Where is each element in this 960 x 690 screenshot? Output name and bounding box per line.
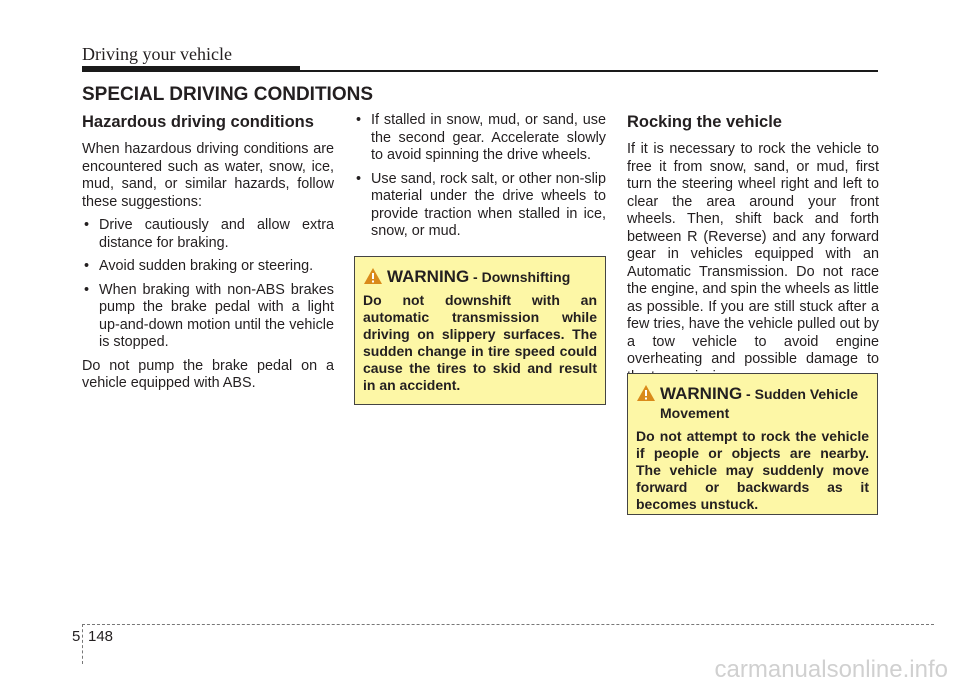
list-item: • Use sand, rock salt, or other non-slip material under the drive wheels to provide traction when stalled in ice, snow, or mud.: [356, 170, 606, 239]
bullet-icon: •: [84, 281, 90, 298]
list-item: • If stalled in snow, mud, or sand, use the second gear. Accelerate slowly to avoid spinning the drive wheels.: [356, 112, 606, 163]
column-right: [627, 112, 879, 392]
page-number: 148: [88, 628, 114, 645]
hazardous-bullets: [82, 217, 334, 352]
list-item: • Drive cautiously and allow extra distance for braking.: [84, 217, 334, 251]
hazardous-heading: Hazardous driving conditions: [82, 113, 314, 131]
warning-triangle-icon: [363, 267, 383, 285]
list-item: • When braking with non-ABS brakes pump the brake pedal with a light up-and-down motion until the vehicle is stopped.: [84, 281, 334, 350]
warning-header: [636, 384, 869, 423]
warning-label: WARNING: [660, 384, 743, 403]
hazardous-bullets-continued: [354, 112, 606, 241]
list-item: • Avoid sudden braking or steering.: [84, 258, 314, 274]
abs-note: Do not pump the brake pedal on a vehicle equipped with ABS.: [82, 357, 334, 391]
header-rule: [82, 70, 878, 72]
chapter-number: 5: [72, 628, 81, 645]
section-title: SPECIAL DRIVING CONDITIONS: [82, 84, 374, 105]
rocking-body: If it is necessary to rock the vehicle to free it from snow, sand, or mud, first turn the steering wheel right and left to clear the area around your front wheels. Then, shift back and forth between R (Reverse) and any forward gear in vehicles equipped with an Automatic Transmission. Do not race the engine, and spin the wheels as little as possible. If you are still stuck after a few tries, have the vehicle pulled out by a tow vehicle to avoid engine overheating and possible damage to: [627, 141, 879, 367]
footer-rule: [82, 624, 934, 625]
warning-body: Do not downshift with an automatic transmission while driving on slippery surfaces. The sudden change in tire speed could cause the tires to skid and result in an accident.: [363, 292, 597, 393]
bullet-icon: •: [356, 112, 362, 128]
warning-box-sudden-movement: [627, 373, 878, 515]
warning-header: [363, 267, 597, 287]
warning-body: Do not attempt to rock the vehicle if people or objects are nearby. The vehicle may suddenly move forward or backwards as it becomes unstuck.: [636, 428, 869, 512]
page-header-title: Driving your vehicle: [82, 44, 232, 64]
rocking-heading: Rocking the vehicle: [627, 113, 782, 131]
column-left: [82, 112, 334, 399]
hazardous-intro: When hazardous driving conditions are encountered such as water, snow, ice, mud, sand, or similar hazards, follow these suggestions:: [82, 141, 334, 210]
bullet-icon: •: [356, 170, 362, 187]
column-middle: [354, 112, 606, 247]
warning-triangle-icon: [636, 384, 656, 402]
warning-subtitle: - Downshifting: [469, 269, 571, 285]
bullet-icon: •: [84, 258, 90, 274]
footer-divider: [82, 624, 83, 664]
warning-label: WARNING: [387, 267, 470, 286]
warning-subtitle: - Sudden Vehicle Movement: [660, 386, 859, 421]
watermark: carmanualsonline.info: [714, 656, 948, 683]
bullet-icon: •: [84, 217, 90, 233]
warning-box-downshifting: [354, 256, 606, 405]
